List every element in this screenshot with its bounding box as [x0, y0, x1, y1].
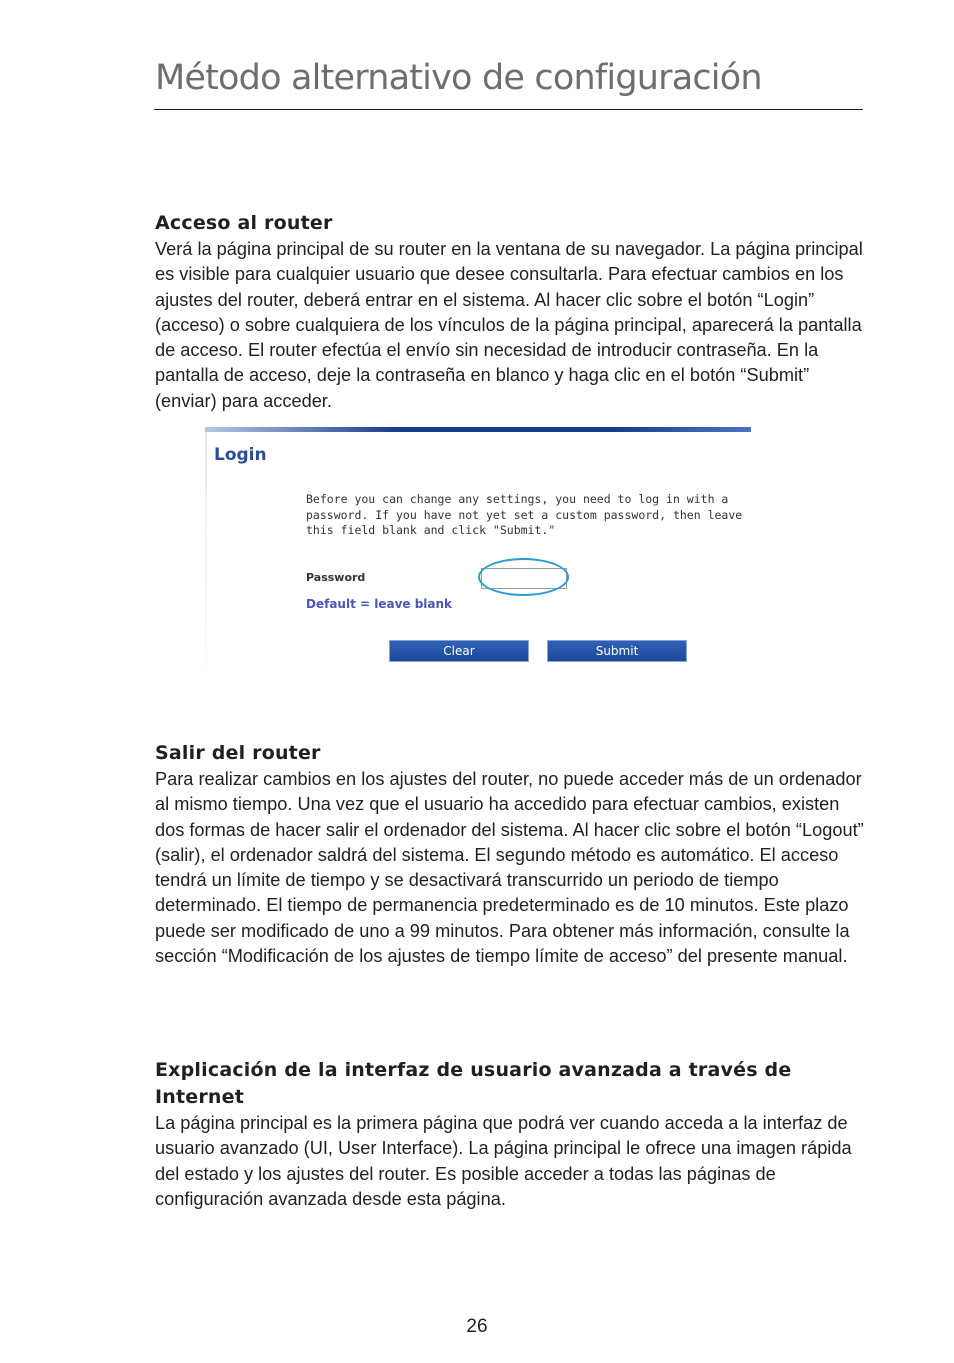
login-instructions: Before you can change any settings, you need to log in with a password. If you have not yet set a custom password, then leave this field blank and click "Submit." — [306, 492, 743, 537]
default-password-hint: Default = leave blank — [306, 597, 453, 611]
section-salir-router — [155, 740, 867, 969]
section-body: La página principal es la primera página que podrá ver cuando acceda a la interfaz de usuario avanzado (UI, User Interface). La página principal le ofrece una imagen rápida del estado y los ajustes del router. Es posible acceder a todas las páginas de configuración avanzada desde esta página. — [155, 1113, 852, 1209]
section-heading: Explicación de la interfaz de usuario avanzada a través de Internet — [155, 1059, 792, 1108]
login-heading: Login — [214, 445, 267, 465]
submit-button[interactable]: Submit — [547, 640, 687, 662]
password-label: Password — [306, 571, 366, 584]
section-body: Verá la página principal de su router en la ventana de su navegador. La página principal es visible para cualquier usuario que desee consultarla. Para efectuar cambios en los ajustes del router, deberá entrar en el sistema. Al hacer clic sobre el botón “Login” (acceso) o sobre cualquiera de los vínculos de la página principal, aparecerá la pantalla de acceso. El router efectúa el envío sin necesidad de introducir contraseña. En la pantalla de acceso, deje la contraseña en blanco y haga clic en el botón “Submit” (enviar) para acceder. — [155, 239, 863, 411]
section-body: Para realizar cambios en los ajustes del router, no puede acceder más de un ordenador al mismo tiempo. Una vez que el usuario ha accedido para efectuar cambios, existen dos formas de hacer salir el ordenador del sistema. Al hacer clic sobre el botón “Logout” (salir), el ordenador saldrá del sistema. El segundo método es automático. El acceso tendrá un límite de tiempo y se desactivará transcurrido un periodo de tiempo determinado. El tiempo de permanencia predeterminado es de 10 minutos. Este plazo puede ser modificado de uno a 99 minutos. Para obtener más información, consulte la sección “Modificación de los ajustes de tiempo límite de acceso” del presente manual. — [155, 769, 864, 967]
highlight-ring — [478, 558, 569, 596]
section-heading: Salir del router — [155, 742, 321, 764]
page-number: 26 — [466, 1316, 488, 1337]
clear-button[interactable]: Clear — [389, 640, 529, 662]
title-divider — [154, 109, 863, 110]
section-acceso-router — [155, 210, 867, 414]
login-left-edge — [205, 432, 207, 697]
login-header-bar — [205, 427, 751, 432]
section-interfaz-avanzada — [155, 1057, 867, 1212]
login-screenshot — [205, 427, 751, 697]
section-heading: Acceso al router — [155, 212, 333, 234]
page-title: Método alternativo de configuración — [155, 58, 762, 98]
